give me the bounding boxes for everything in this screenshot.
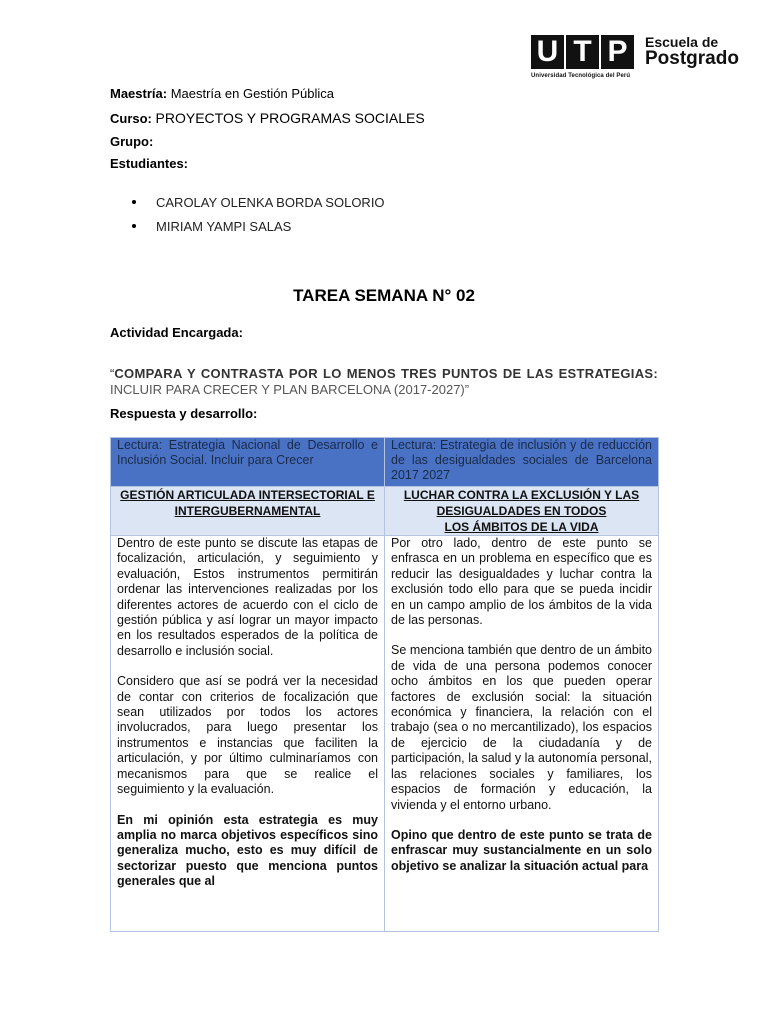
respuesta-label: Respuesta y desarrollo: [110,406,258,421]
estudiantes-line [110,156,188,172]
bullet-icon [132,200,136,204]
logo-school-text: Escuela de [645,34,719,50]
maestria-line [110,86,334,102]
grupo-line [110,134,153,150]
cell-left [111,536,385,932]
curso-value: PROYECTOS Y PROGRAMAS SOCIALES [155,110,425,126]
cell-right [385,536,659,932]
open-quote: “ [110,366,115,381]
student-name: MIRIAM YAMPI SALAS [156,218,292,234]
logo-letter: P [601,35,634,69]
curso-label: Curso: [110,111,152,126]
students-list [132,190,385,238]
subheader-right [385,487,659,536]
actividad-label: Actividad Encargada: [110,325,243,340]
student-name: CAROLAY OLENKA BORDA SOLORIO [156,194,385,210]
table-header-row [111,438,659,487]
subheader-line: INTERGUBERNAMENTAL [174,504,321,518]
subheader-line: GESTIÓN ARTICULADA INTERSECTORIAL E [120,488,375,502]
maestria-value: Maestría en Gestión Pública [170,86,335,101]
logo-letter: U [531,35,564,69]
actividad-bold: COMPARA Y CONTRASTA POR LO MENOS TRES PUNTOS DE LAS ESTRATEGIAS: [114,366,658,381]
list-item [132,214,385,238]
subheader-left [111,487,385,536]
table-row [111,536,659,932]
curso-line [110,110,425,127]
utp-logo [531,33,741,85]
logo-postgrado-text: Postgrado [645,48,739,69]
actividad-text [110,366,658,398]
logo-university-text: Universidad Tecnológica del Perú [531,73,631,79]
opinion-paragraph: En mi opinión esta estrategia es muy amplia no marca objetivos específicos sino generaliza mucho, esto es muy difícil de sectorizar puesto que menciona puntos generales que al [117,812,378,889]
subheader-line: DESIGUALDADES EN TODOS [436,504,607,518]
paragraph: Por otro lado, dentro de este punto se enfrasca en un problema en específico que es reducir las desigualdades y luchar contra la exclusión todo ello para que se pueda incidir en un campo amplio de los ámbitos de la vida de las personas. [391,536,652,628]
maestria-label: Maestría: [110,86,168,101]
page-title: TAREA SEMANA N° 02 [293,286,475,305]
header-right: Lectura: Estrategia de inclusión y de reducción de las desigualdades sociales de Barcelona 2017 2027 [385,438,659,487]
comparison-table [110,437,659,932]
bullet-icon [132,224,136,228]
grupo-label: Grupo: [110,134,154,149]
opinion-paragraph: Opino que dentro de este punto se trata de enfrascar muy sustancialmente en un solo objetivo se analizar la situación actual para [391,827,652,873]
subheader-line: LOS ÁMBITOS DE LA VIDA [444,520,599,534]
subheader-line: LUCHAR CONTRA LA EXCLUSIÓN Y LAS [403,488,640,502]
paragraph: Se menciona también que dentro de un ámbito de vida de una persona podemos conocer ocho ámbitos en los que pueden operar factores de exclusión social: la situación económica y financiera, la relación con el trabajo (sea o no mercantilizado), los espacios de ejercicio de la ciudadanía y de participación, la salud y la autonomía personal, las relaciones sociales y familiares, los espacios de formación y educación, la vivienda y el entorno urbano. [391,643,652,812]
table-subheader-row [111,487,659,536]
paragraph: Dentro de este punto se discute las etapas de focalización, articulación, y seguimiento y evaluación, Estos instrumentos permitirán ordenar las intervenciones realizadas por los diferentes actores de acuerdo con el ciclo de gestión pública y así lograr un mayor impacto en los resultados esperados de la política de desarrollo e inclusión social. [117,536,378,658]
paragraph: Considero que así se podrá ver la necesidad de contar con criterios de focalización que sean utilizados por todos los actores involucrados, para luego presentar los instrumentos e instancias que faciliten la articulación, y por último culminaríamos con mecanismos para que se realice el seguimiento y la evaluación. [117,674,378,797]
estudiantes-label: Estudiantes: [110,156,189,171]
logo-letter: T [566,35,599,69]
header-left: Lectura: Estrategia Nacional de Desarrollo e Inclusión Social. Incluir para Crecer [111,438,385,487]
utp-letters [531,35,636,71]
list-item [132,190,385,214]
actividad-light: INCLUIR PARA CRECER Y PLAN BARCELONA (2017-2027)” [110,382,470,397]
